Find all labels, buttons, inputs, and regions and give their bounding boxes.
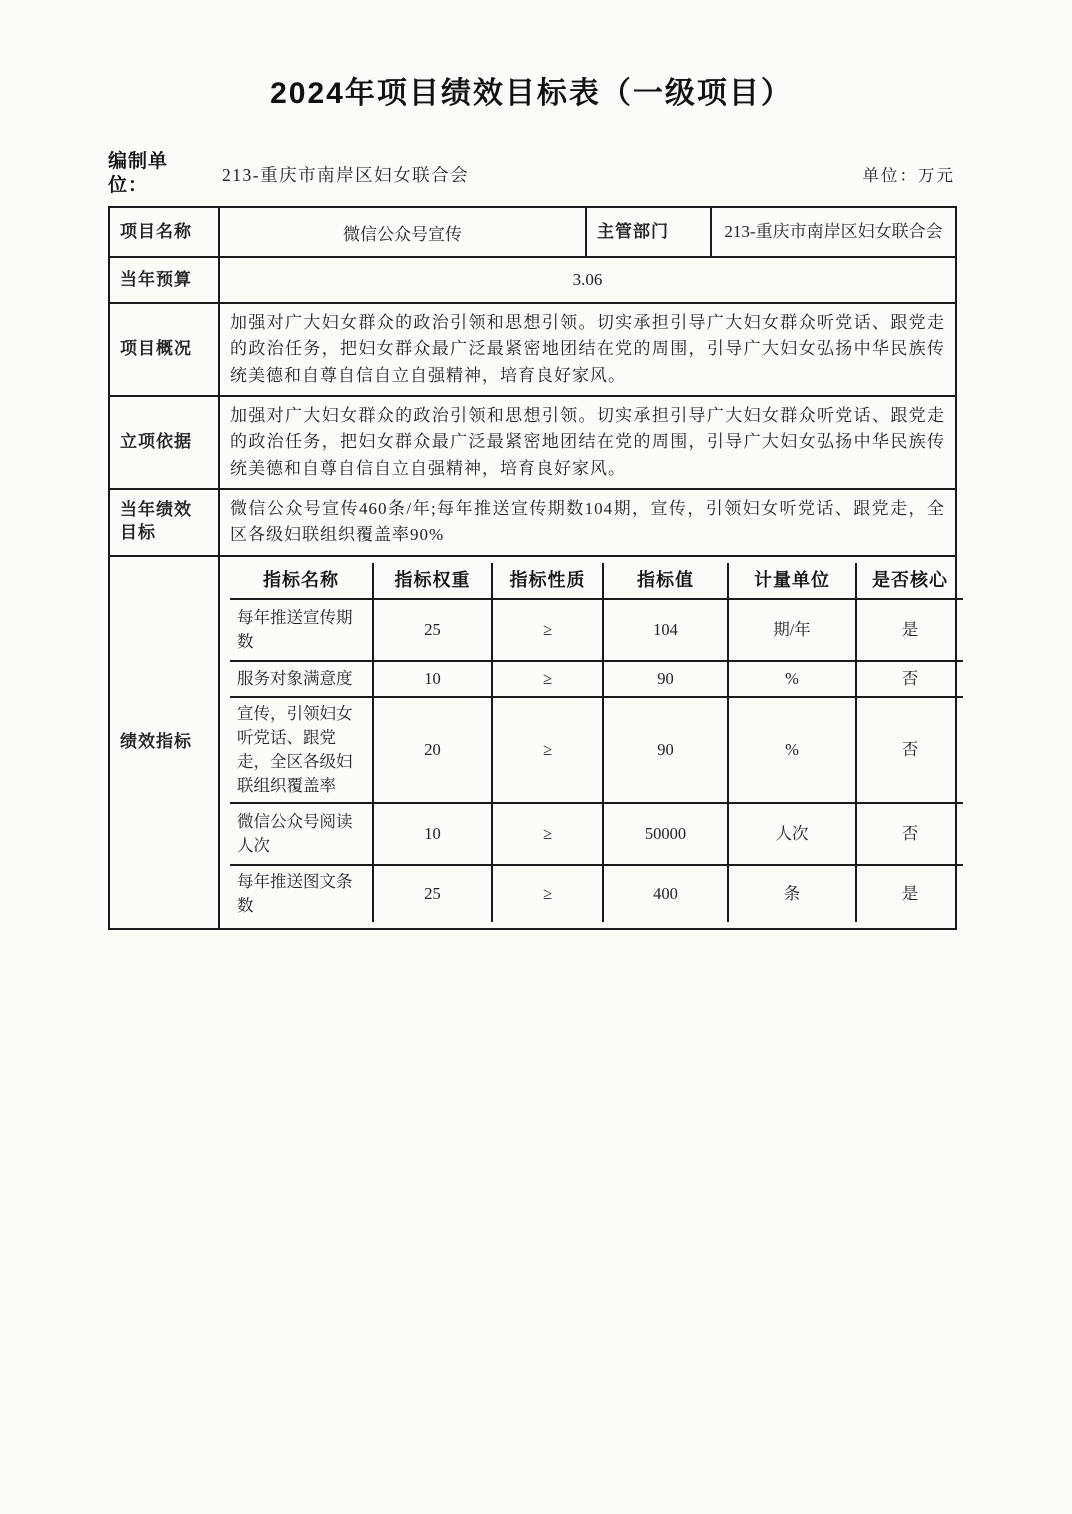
- indicator-unit: %: [728, 661, 856, 697]
- prepared-by-value: 213-重庆市南岸区妇女联合会: [222, 164, 470, 185]
- indicator-nature: ≥: [492, 865, 603, 922]
- row-indicators: [109, 556, 956, 929]
- row-annual-goal: [109, 489, 956, 556]
- indicator-is-core: 否: [856, 661, 963, 697]
- indicator-name: 服务对象满意度: [230, 661, 373, 697]
- indicator-weight: 10: [373, 803, 492, 865]
- indicator-row: [230, 865, 963, 922]
- page-title: 2024年项目绩效目标表（一级项目）: [270, 77, 793, 110]
- prepared-by-label: 编制单位：: [108, 151, 169, 196]
- row-budget: [109, 257, 956, 303]
- header-indicator-value: 指标值: [603, 563, 728, 599]
- dept-value: 213-重庆市南岸区妇女联合会: [711, 207, 956, 257]
- indicator-nature: ≥: [492, 599, 603, 661]
- dept-label: 主管部门: [586, 207, 711, 257]
- indicator-nature: ≥: [492, 803, 603, 865]
- overview-value: 加强对广大妇女群众的政治引领和思想引领。切实承担引导广大妇女群众听党话、跟党走的政治任务，把妇女群众最广泛最紧密地团结在党的周围，引导广大妇女弘扬中华民族传统美德和自尊自信自立自强精神，培育良好家风。: [219, 303, 956, 396]
- basis-label: 立项依据: [109, 396, 219, 489]
- indicator-value: 90: [603, 697, 728, 803]
- indicator-row: [230, 599, 963, 661]
- budget-value: 3.06: [219, 257, 956, 303]
- indicator-row: [230, 803, 963, 865]
- annual-goal-label: 当年绩效目标: [109, 489, 219, 556]
- row-basis: [109, 396, 956, 489]
- indicator-weight: 20: [373, 697, 492, 803]
- indicator-is-core: 否: [856, 803, 963, 865]
- row-overview: [109, 303, 956, 396]
- indicator-is-core: 否: [856, 697, 963, 803]
- meta-row: [108, 148, 955, 200]
- indicator-weight: 25: [373, 599, 492, 661]
- indicators-label: 绩效指标: [109, 556, 219, 929]
- indicator-value: 50000: [603, 803, 728, 865]
- header-indicator-nature: 指标性质: [492, 563, 603, 599]
- indicator-is-core: 是: [901, 883, 919, 903]
- project-name-label: 项目名称: [109, 207, 219, 257]
- indicator-unit: 期/年: [728, 599, 856, 661]
- indicator-is-core: 是: [856, 599, 963, 661]
- header-indicator-name: 指标名称: [230, 563, 373, 599]
- indicator-name: 微信公众号阅读人次: [230, 803, 373, 865]
- currency-note: 单位：万元: [862, 166, 955, 185]
- indicator-name: 每年推送宣传期数: [230, 599, 373, 661]
- indicators-header-row: [230, 563, 963, 599]
- row-project-name: [109, 207, 956, 257]
- overview-label: 项目概况: [109, 303, 219, 396]
- indicator-unit: 人次: [728, 803, 856, 865]
- annual-goal-value: 微信公众号宣传460条/年;每年推送宣传期数104期，宣传，引领妇女听党话、跟党走，全区各级妇联组织覆盖率90%: [219, 489, 956, 556]
- basis-value: 加强对广大妇女群众的政治引领和思想引领。切实承担引导广大妇女群众听党话、跟党走的政治任务，把妇女群众最广泛最紧密地团结在党的周围，引导广大妇女弘扬中华民族传统美德和自尊自信自立自强精神，培育良好家风。: [219, 396, 956, 489]
- indicator-name: 每年推送图文条数: [230, 865, 373, 922]
- indicator-value: 104: [603, 599, 728, 661]
- indicator-nature: ≥: [492, 661, 603, 697]
- indicator-value: 400: [603, 865, 728, 922]
- project-name-value: 微信公众号宣传: [219, 207, 586, 257]
- indicators-table-cell: [219, 556, 956, 929]
- header-indicator-weight: 指标权重: [373, 563, 492, 599]
- header-measure-unit: 计量单位: [728, 563, 856, 599]
- indicators-table: [230, 563, 963, 922]
- indicator-unit: %: [728, 697, 856, 803]
- indicator-row: [230, 697, 963, 803]
- indicator-nature: ≥: [492, 697, 603, 803]
- budget-label: 当年预算: [109, 257, 219, 303]
- header-is-core: 是否核心: [856, 563, 963, 599]
- performance-target-table: [108, 206, 957, 930]
- indicator-unit: 条: [728, 865, 856, 922]
- indicator-row: [230, 661, 963, 697]
- indicator-weight: 10: [373, 661, 492, 697]
- indicator-name: 宣传，引领妇女听党话、跟党走，全区各级妇联组织覆盖率: [230, 697, 373, 803]
- indicator-value: 90: [603, 661, 728, 697]
- indicator-weight: 25: [373, 865, 492, 922]
